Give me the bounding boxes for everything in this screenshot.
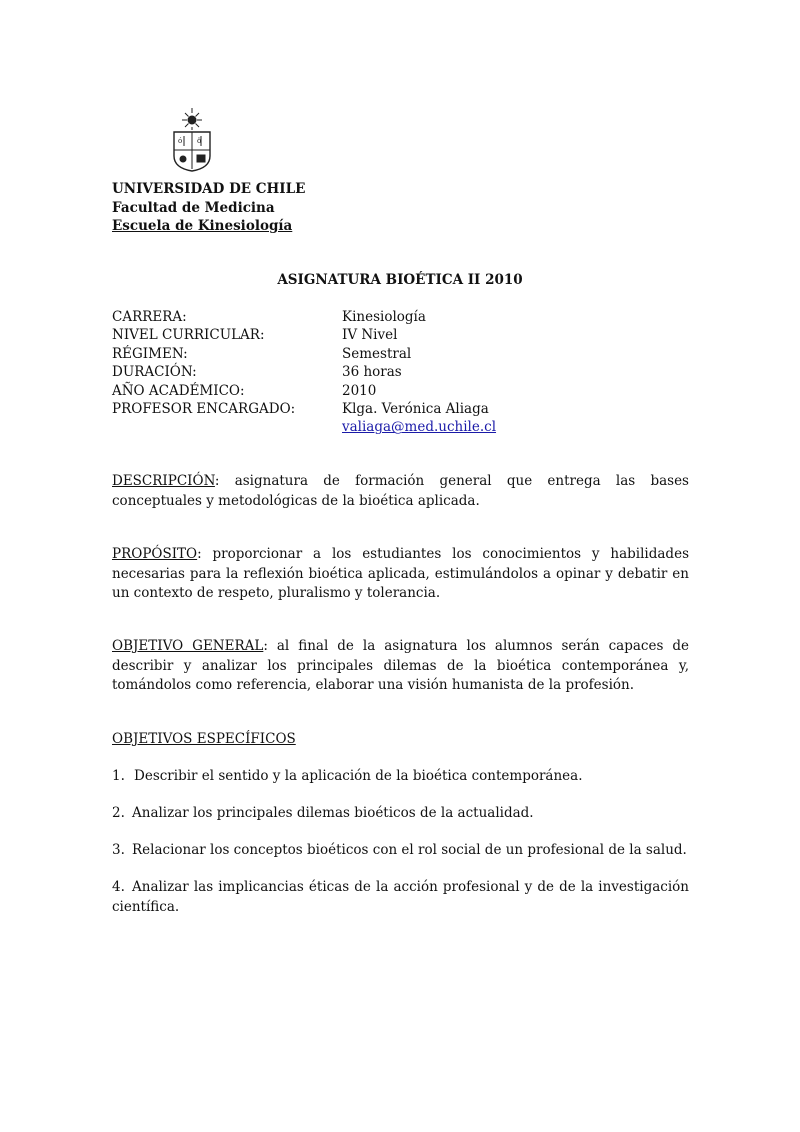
info-row [112, 326, 496, 344]
list-item-number: 2. [112, 805, 125, 821]
course-info [112, 308, 496, 437]
university-name: UNIVERSIDAD DE CHILE [112, 181, 306, 197]
info-value: Semestral [342, 345, 412, 362]
info-label: CARRERA: [112, 309, 187, 325]
proposito-label: PROPÓSITO [112, 546, 198, 562]
list-item-number: 3. [112, 842, 125, 858]
info-label: DURACIÓN: [112, 364, 197, 381]
list-item-text: Describir el sentido y la aplicación de la bioética contemporánea. [134, 768, 583, 784]
info-label: NIVEL CURRICULAR: [112, 327, 265, 344]
list-item [112, 767, 689, 787]
info-value: Klga. Verónica Aliaga [342, 401, 489, 418]
list-item-number: 1. [112, 768, 125, 784]
list-item-number: 4. [112, 879, 125, 895]
info-value: IV Nivel [342, 327, 398, 344]
list-item-text: Analizar las implicancias éticas de la acción profesional y de de la investigación científica. [112, 879, 689, 915]
list-item [112, 878, 689, 917]
info-label: PROFESOR ENCARGADO: [112, 401, 296, 418]
email-link[interactable]: valiaga@med.uchile.cl [342, 419, 497, 436]
list-item-text: Analizar los principales dilemas bioéticos de la actualidad. [132, 805, 534, 821]
info-row [112, 345, 496, 363]
objetivos-especificos-heading: OBJETIVOS ESPECÍFICOS [112, 731, 296, 747]
faculty-name: Facultad de Medicina [112, 199, 275, 216]
institution-header [112, 180, 305, 236]
proposito-paragraph [112, 545, 689, 604]
info-row [112, 400, 496, 418]
list-item-text: Relacionar los conceptos bioéticos con el rol social de un profesional de la salud. [132, 842, 687, 858]
info-value: Kinesiología [342, 309, 426, 325]
objetivo-general-paragraph [112, 637, 689, 696]
proposito-text: : proporcionar a los estudiantes los conocimientos y habilidades necesarias para la reflexión bioética aplicada, estimulándolos a opinar y debatir en un contexto de respeto, pluralismo y tolerancia. [112, 546, 689, 602]
info-row [112, 363, 496, 381]
svg-text:ó: ó [178, 137, 183, 145]
info-label: RÉGIMEN: [112, 345, 188, 362]
list-item [112, 804, 689, 824]
objetivo-general-text: : al final de la asignatura los alumnos serán capaces de describir y analizar los principales dilemas de la bioética contemporánea y, tomándolos como referencia, elaborar una visión humanista de la profesión. [112, 638, 689, 694]
document-title: ASIGNATURA BIOÉTICA II 2010 [277, 272, 523, 288]
school-name: Escuela de Kinesiología [112, 218, 293, 234]
info-label: AÑO ACADÉMICO: [112, 382, 245, 399]
info-row [112, 308, 496, 326]
descripcion-paragraph [112, 472, 689, 511]
descripcion-label: DESCRIPCIÓN [112, 473, 215, 489]
info-value: 2010 [342, 382, 377, 399]
info-row [112, 418, 496, 436]
objetivo-general-label: OBJETIVO GENERAL [112, 638, 264, 654]
info-value: 36 horas [342, 364, 402, 381]
svg-text:ö: ö [197, 137, 202, 145]
list-item [112, 841, 689, 861]
descripcion-text: : asignatura de formación general que entrega las bases conceptuales y metodológicas de la bioética aplicada. [112, 473, 689, 509]
university-seal-icon [170, 106, 214, 172]
info-row [112, 382, 496, 400]
